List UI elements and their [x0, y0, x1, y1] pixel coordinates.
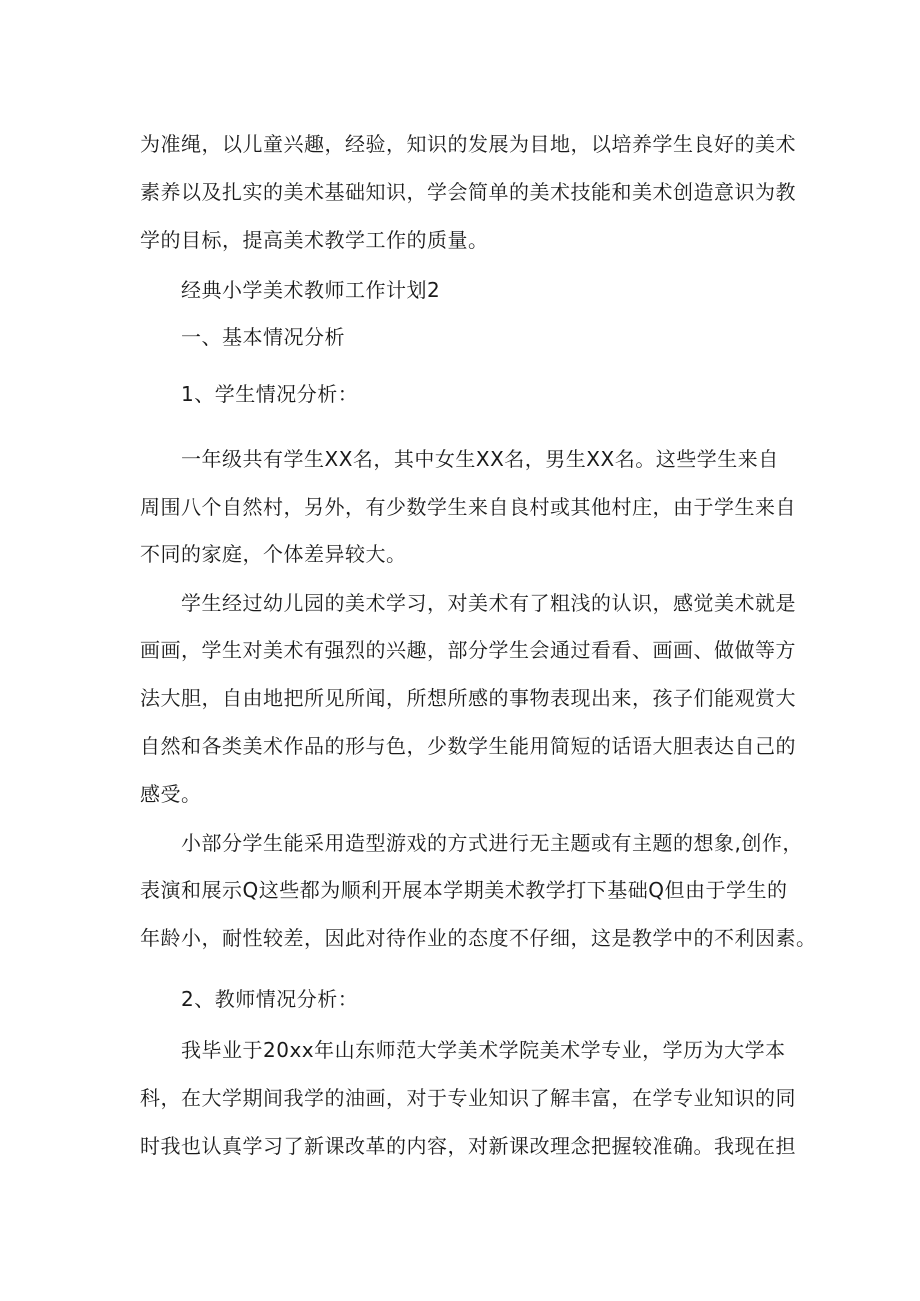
- section-title: 经典小学美术教师工作计划2: [181, 278, 441, 302]
- paragraph-line: 小部分学生能采用造型游戏的方式进行无主题或有主题的想象,创作，: [181, 831, 803, 855]
- paragraph-line: 科，在大学期间我学的油画，对于专业知识了解丰富，在学专业知识的同: [140, 1086, 796, 1110]
- paragraph-line: 感受。: [140, 782, 202, 806]
- subsection-heading: 2、教师情况分析：: [181, 987, 359, 1011]
- paragraph-line: 为准绳，以儿童兴趣，经验，知识的发展为目地，以培养学生良好的美术: [140, 132, 796, 156]
- paragraph-line: 年龄小，耐性较差，因此对待作业的态度不仔细，这是教学中的不利因素。: [140, 926, 817, 950]
- paragraph-line: 一年级共有学生XX名，其中女生XX名，男生XX名。这些学生来自: [181, 447, 779, 471]
- paragraph-line: 时我也认真学习了新课改革的内容，对新课改理念把握较准确。我现在担: [140, 1134, 796, 1158]
- paragraph-line: 表演和展示Q这些都为顺利开展本学期美术教学打下基础Q但由于学生的: [140, 878, 788, 902]
- paragraph-line: 不同的家庭，个体差异较大。: [140, 542, 407, 566]
- paragraph-line: 学生经过幼儿园的美术学习，对美术有了粗浅的认识，感觉美术就是: [181, 591, 796, 615]
- paragraph-line: 学的目标，提高美术教学工作的质量。: [140, 228, 489, 252]
- section-heading: 一、基本情况分析: [181, 325, 345, 349]
- paragraph-line: 画画，学生对美术有强烈的兴趣，部分学生会通过看看、画画、做做等方: [140, 638, 796, 662]
- paragraph-line: 素养以及扎实的美术基础知识，学会简单的美术技能和美术创造意识为教: [140, 180, 796, 204]
- paragraph-line: 周围八个自然村，另外，有少数学生来自良村或其他村庄，由于学生来自: [140, 495, 796, 519]
- paragraph-line: 自然和各类美术作品的形与色，少数学生能用简短的话语大胆表达自己的: [140, 734, 796, 758]
- paragraph-line: 法大胆，自由地把所见所闻，所想所感的事物表现出来，孩子们能观赏大: [140, 686, 796, 710]
- subsection-heading: 1、学生情况分析：: [181, 382, 359, 406]
- paragraph-line: 我毕业于20xx年山东师范大学美术学院美术学专业，学历为大学本: [181, 1038, 786, 1062]
